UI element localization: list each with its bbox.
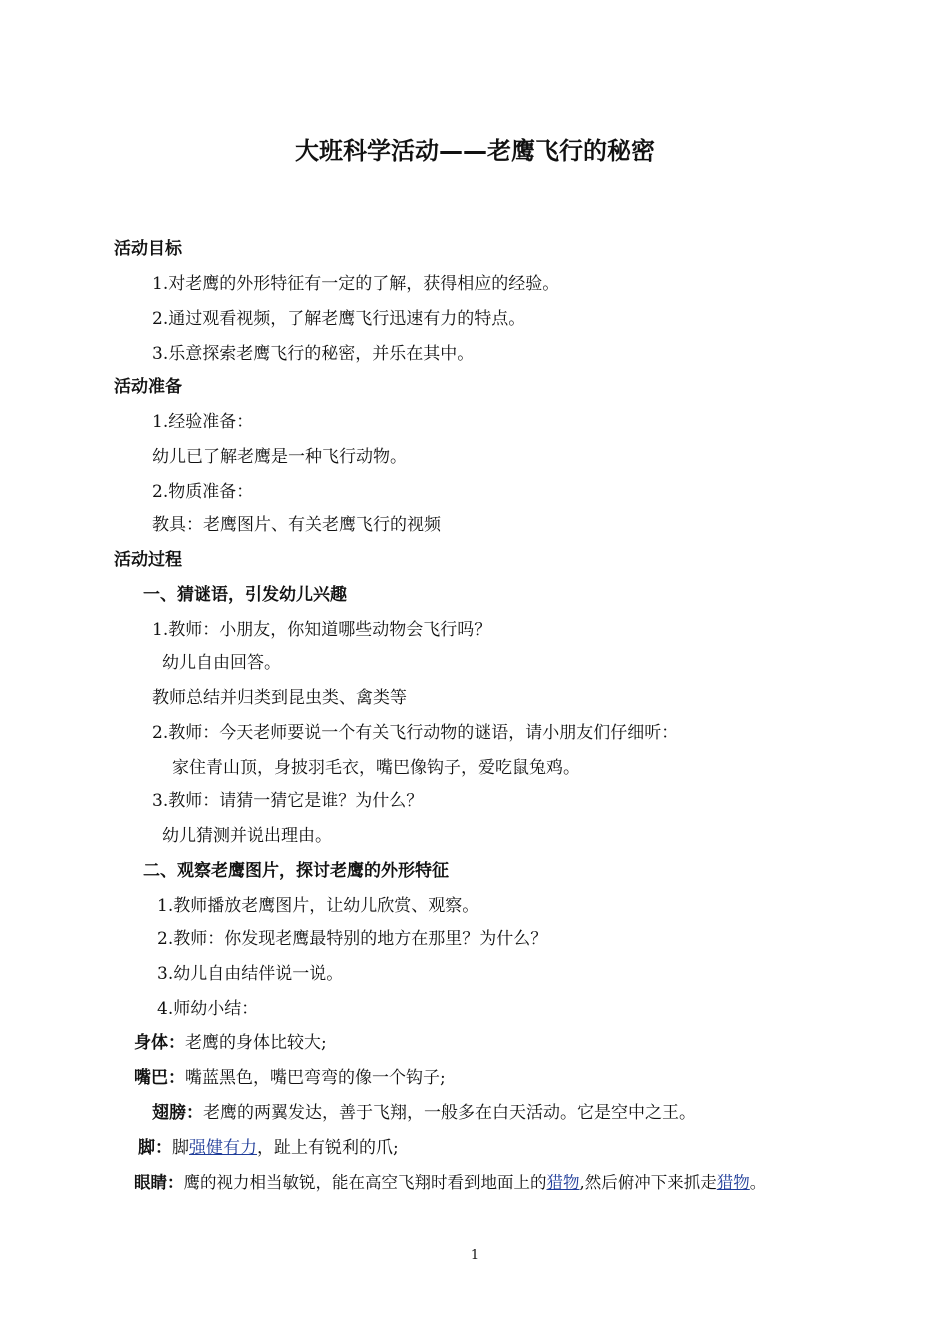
part1-heading: 一、猜谜语，引发幼儿兴趣 [143,585,347,605]
feature-foot [138,1137,399,1159]
feature-eye-post: 。 [749,1173,767,1192]
goal-item-2: 2.通过观看视频，了解老鹰飞行迅速有力的特点。 [152,309,526,329]
feature-mouth [134,1067,446,1089]
prep-line-3: 2.物质准备： [152,482,254,502]
part1-line-5: 家住青山顶，身披羽毛衣，嘴巴像钩子，爱吃鼠兔鸡。 [172,758,580,778]
part1-line-4: 2.教师：今天老师要说一个有关飞行动物的谜语，请小朋友们仔细听： [152,723,679,743]
foot-link[interactable]: 强健有力 [189,1138,257,1158]
part2-line-2: 2.教师：你发现老鹰最特别的地方在那里？为什么？ [157,929,548,949]
prep-line-1: 1.经验准备： [152,412,254,432]
feature-wing-label: 翅膀： [152,1103,203,1123]
prey-link-1[interactable]: 猎物 [546,1173,580,1192]
feature-body-label: 身体： [134,1033,185,1053]
goal-item-1: 1.对老鹰的外形特征有一定的了解，获得相应的经验。 [152,274,560,294]
part1-line-1: 1.教师：小朋友，你知道哪些动物会飞行吗？ [152,620,492,640]
feature-body [134,1032,327,1054]
part2-line-3: 3.幼儿自由结伴说一说。 [157,964,344,984]
feature-mouth-label: 嘴巴： [134,1068,185,1088]
prep-line-4: 教具：老鹰图片、有关老鹰飞行的视频 [152,515,441,535]
feature-foot-post: ，趾上有锐利的爪; [257,1138,399,1158]
part2-line-4: 4.师幼小结： [157,999,259,1019]
feature-mouth-text: 嘴蓝黑色，嘴巴弯弯的像一个钩子; [185,1068,446,1088]
part1-line-6: 3.教师：请猜一猜它是谁？为什么？ [152,791,424,811]
part2-heading: 二、观察老鹰图片，探讨老鹰的外形特征 [143,861,449,881]
feature-eye-pre: 鹰的视力相当敏锐，能在高空飞翔时看到地面上的 [183,1173,547,1192]
feature-foot-label: 脚： [138,1138,172,1158]
feature-eye-mid: ,然后俯冲下来抓走 [579,1173,717,1192]
goal-item-3: 3.乐意探索老鹰飞行的秘密，并乐在其中。 [152,344,475,364]
feature-eye [134,1172,766,1194]
feature-wing [152,1102,696,1124]
part1-line-3: 教师总结并归类到昆虫类、禽类等 [152,688,407,708]
prey-link-2[interactable]: 猎物 [716,1173,750,1192]
part2-line-1: 1.教师播放老鹰图片，让幼儿欣赏、观察。 [157,896,480,916]
feature-body-text: 老鹰的身体比较大; [185,1033,327,1053]
part1-line-2: 幼儿自由回答。 [162,653,281,673]
page-number: 1 [470,1248,480,1263]
prep-heading: 活动准备 [114,377,182,397]
process-heading: 活动过程 [114,550,182,570]
goals-heading: 活动目标 [114,239,182,259]
part1-line-7: 幼儿猜测并说出理由。 [162,826,332,846]
page-title: 大班科学活动——老鹰飞行的秘密 [295,137,655,165]
feature-eye-label: 眼睛： [134,1173,184,1192]
prep-line-2: 幼儿已了解老鹰是一种飞行动物。 [152,447,407,467]
feature-foot-pre: 脚 [172,1138,189,1158]
feature-wing-text: 老鹰的两翼发达，善于飞翔，一般多在白天活动。它是空中之王。 [203,1103,696,1123]
